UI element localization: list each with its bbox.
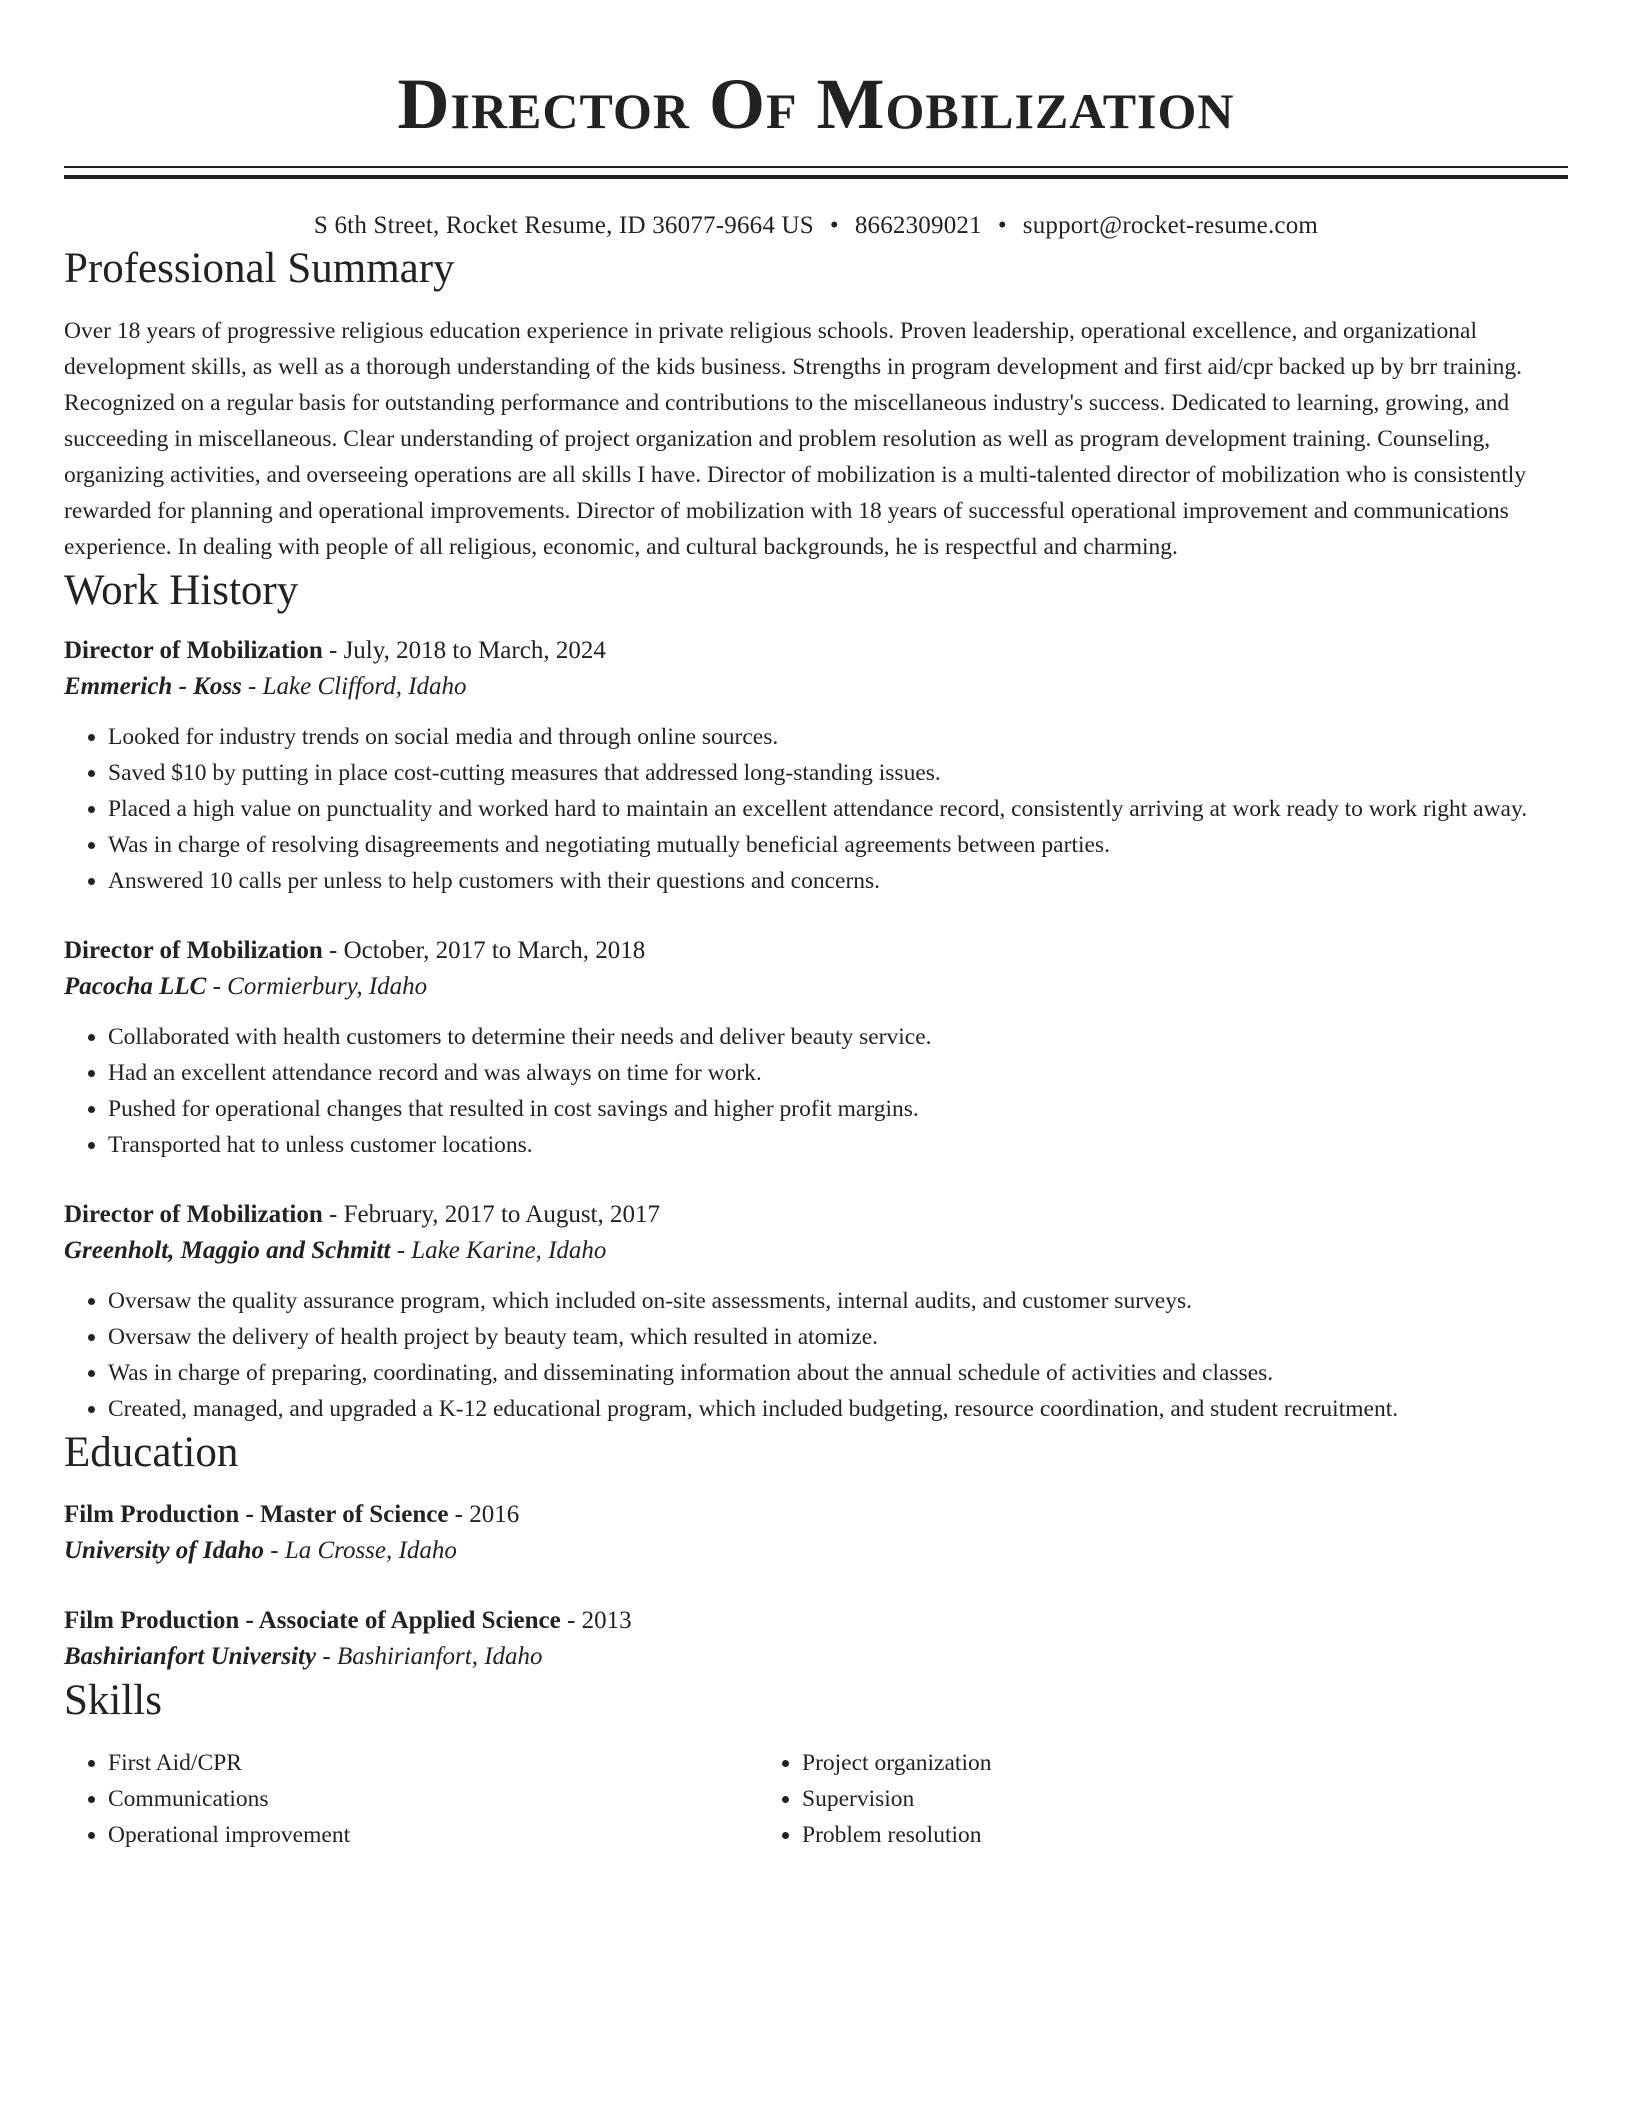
list-item: • Oversaw the quality assurance program, which included on-site assessments, internal audits, and customer surveys. — [108, 1283, 1568, 1319]
skill-item: • Operational improvement — [108, 1817, 758, 1853]
title-rule-thin — [64, 166, 1568, 168]
summary-heading: Professional Summary — [64, 245, 455, 292]
skills-column-left — [64, 1745, 758, 1853]
degree-year: - 2013 — [560, 1607, 632, 1634]
list-item: • Answered 10 calls per unless to help customers with their questions and concerns. — [108, 863, 1568, 899]
job-dates: - October, 2017 to March, 2018 — [322, 937, 646, 964]
employer-line — [64, 1233, 1568, 1269]
skills-column-right — [758, 1745, 1452, 1853]
list-item: • Saved $10 by putting in place cost-cutting measures that addressed long-standing issues. — [108, 755, 1568, 791]
skills-heading: Skills — [64, 1677, 162, 1724]
contact-separator: • — [997, 212, 1007, 239]
school-location: - Bashirianfort, Idaho — [316, 1643, 543, 1670]
education-entry — [64, 1603, 1568, 1675]
resume-title: Director Of Mobilization — [397, 64, 1235, 144]
degree-year: - 2016 — [448, 1501, 520, 1528]
list-item: • Was in charge of preparing, coordinating, and disseminating information about the annual schedule of activities and classes. — [108, 1355, 1568, 1391]
skill-item: • Project organization — [802, 1745, 1452, 1781]
employer-location: - Lake Clifford, Idaho — [241, 673, 467, 700]
title-rule-thick — [64, 175, 1568, 179]
list-item: • Had an excellent attendance record and was always on time for work. — [108, 1055, 1568, 1091]
job-title-line — [64, 1197, 1568, 1233]
contact-address: S 6th Street, Rocket Resume, ID 36077-9664 US — [313, 212, 814, 239]
school-line — [64, 1639, 1568, 1675]
job-dates: - July, 2018 to March, 2024 — [322, 637, 606, 664]
skill-item: • Communications — [108, 1781, 758, 1817]
job-entry — [64, 633, 1568, 899]
school-line — [64, 1533, 1568, 1569]
list-item: • Collaborated with health customers to determine their needs and deliver beauty service. — [108, 1019, 1568, 1055]
employer-location: - Lake Karine, Idaho — [390, 1237, 607, 1264]
job-dates: - February, 2017 to August, 2017 — [322, 1201, 660, 1228]
job-entry — [64, 1197, 1568, 1427]
job-title: Director of Mobilization — [64, 637, 323, 664]
employer-name: Emmerich - Koss — [64, 673, 242, 700]
degree-name: Film Production - Master of Science — [64, 1501, 449, 1528]
job-title: Director of Mobilization — [64, 1201, 323, 1228]
list-item: • Was in charge of resolving disagreements and negotiating mutually beneficial agreements between parties. — [108, 827, 1568, 863]
contact-separator: • — [829, 212, 839, 239]
school-name: Bashirianfort University — [64, 1643, 317, 1670]
school-name: University of Idaho — [64, 1537, 264, 1564]
employer-line — [64, 669, 1568, 705]
contact-phone: 8662309021 — [854, 212, 982, 239]
list-item: • Pushed for operational changes that resulted in cost savings and higher profit margins. — [108, 1091, 1568, 1127]
skill-item: • Supervision — [802, 1781, 1452, 1817]
skills-grid — [64, 1745, 1568, 1853]
employer-line — [64, 969, 1568, 1005]
skill-item: • First Aid/CPR — [108, 1745, 758, 1781]
job-title-line — [64, 933, 1568, 969]
job-title-line — [64, 633, 1568, 669]
degree-line — [64, 1497, 1568, 1533]
list-item: • Created, managed, and upgraded a K-12 educational program, which included budgeting, resource coordination, and student recruitment. — [108, 1391, 1568, 1427]
skill-item: • Problem resolution — [802, 1817, 1452, 1853]
employer-name: Pacocha LLC — [64, 973, 207, 1000]
list-item: • Placed a high value on punctuality and worked hard to maintain an excellent attendance record, consistently arriving at work ready to work right away. — [108, 791, 1568, 827]
work-history-heading: Work History — [64, 567, 299, 614]
job-entry — [64, 933, 1568, 1163]
job-bullets — [64, 1283, 1568, 1427]
job-bullets — [64, 719, 1568, 899]
job-title: Director of Mobilization — [64, 937, 323, 964]
degree-name: Film Production - Associate of Applied Science — [64, 1607, 561, 1634]
employer-name: Greenholt, Maggio and Schmitt — [64, 1237, 391, 1264]
education-entry — [64, 1497, 1568, 1569]
list-item: • Looked for industry trends on social media and through online sources. — [108, 719, 1568, 755]
list-item: • Transported hat to unless customer locations. — [108, 1127, 1568, 1163]
employer-location: - Cormierbury, Idaho — [206, 973, 428, 1000]
contact-line — [64, 209, 1568, 243]
job-bullets — [64, 1019, 1568, 1163]
school-location: - La Crosse, Idaho — [264, 1537, 457, 1564]
list-item: • Oversaw the delivery of health project by beauty team, which resulted in atomize. — [108, 1319, 1568, 1355]
degree-line — [64, 1603, 1568, 1639]
contact-email: support@rocket-resume.com — [1022, 212, 1319, 239]
education-heading: Education — [64, 1429, 239, 1476]
summary-text: Over 18 years of progressive religious education experience in private religious schools. Proven leadership, operational excellence, and organizational development skills, as well as a thorough understanding of the kids business. Strengths in program development and first aid/cpr backed up by brr training. Recognized on a regular basis for outstanding performance and contributions to the miscellaneous industry's success. Dedicated to learning, growing, and succeeding in miscellaneous. Clear understanding of project organization and problem resolution as well as program development training. Counseling, organizing activities, and overseeing operations are all skills I have. Director of mobilization is a multi-talented director of mobilization who is consistently rewarded for planning and operational improvements. Director of mobilization with 18 years of successful operational improvement and communications experience. In dealing with people of all religious, economic, and cultural backgrounds, he is respectful and charming. — [64, 318, 1527, 560]
